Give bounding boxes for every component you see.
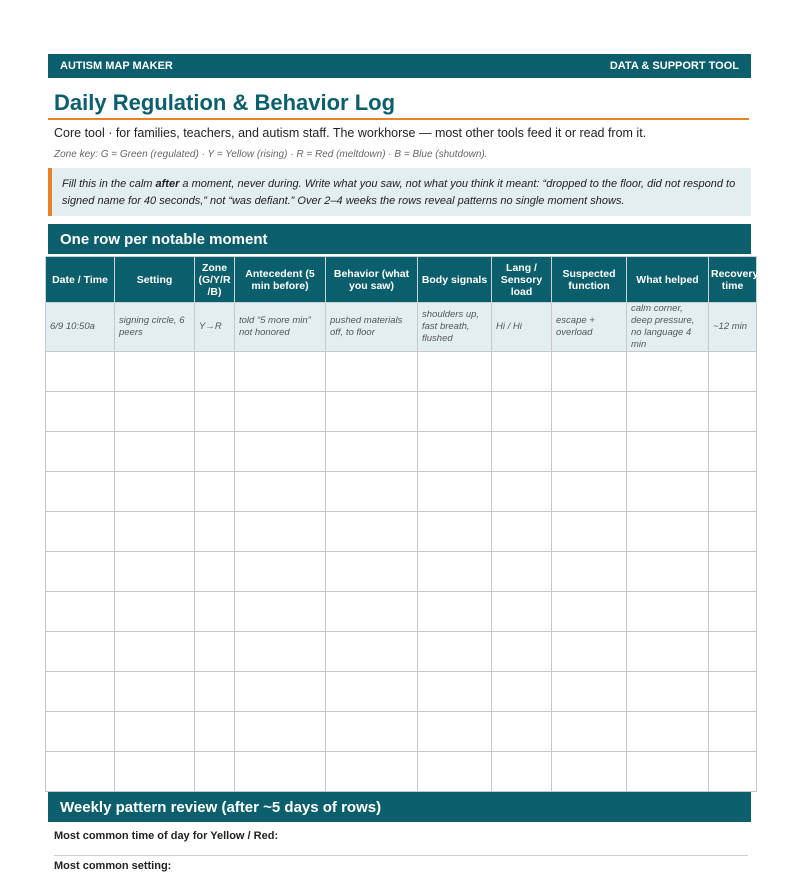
entry-cell[interactable]: [627, 432, 709, 472]
column-header: Body signals: [418, 257, 492, 303]
entry-cell[interactable]: [115, 472, 195, 512]
entry-cell[interactable]: [627, 392, 709, 432]
entry-cell[interactable]: [46, 392, 115, 432]
column-header: Lang / Sensory load: [492, 257, 552, 303]
table-row: [46, 392, 757, 432]
entry-cell[interactable]: [195, 472, 235, 512]
column-header: Zone (G/Y/R /B): [195, 257, 235, 303]
entry-cell[interactable]: [627, 592, 709, 632]
entry-cell[interactable]: [552, 392, 627, 432]
entry-cell[interactable]: [235, 632, 326, 672]
entry-cell[interactable]: [235, 672, 326, 712]
entry-cell[interactable]: [709, 552, 757, 592]
section-heading-weekly-review: Weekly pattern review (after ~5 days of rows): [48, 792, 751, 822]
example-row: [46, 303, 757, 352]
entry-cell[interactable]: [709, 432, 757, 472]
entry-cell[interactable]: [627, 672, 709, 712]
entry-cell[interactable]: [709, 592, 757, 632]
table-row: [46, 552, 757, 592]
entry-cell[interactable]: [195, 352, 235, 392]
entry-cell[interactable]: [235, 752, 326, 792]
entry-cell[interactable]: [492, 472, 552, 512]
callout-bold: after: [155, 178, 180, 190]
entry-cell[interactable]: [552, 352, 627, 392]
entry-cell[interactable]: [627, 472, 709, 512]
entry-cell[interactable]: [195, 672, 235, 712]
example-cell[interactable]: ~12 min: [709, 303, 757, 352]
table-row: [46, 472, 757, 512]
entry-cell[interactable]: [709, 712, 757, 752]
section-heading-log: One row per notable moment: [48, 224, 751, 254]
entry-cell[interactable]: [46, 592, 115, 632]
header-bar: [48, 54, 751, 78]
entry-cell[interactable]: [492, 392, 552, 432]
entry-cell[interactable]: [418, 472, 492, 512]
entry-cell[interactable]: [418, 592, 492, 632]
table-row: [46, 632, 757, 672]
entry-cell[interactable]: [418, 672, 492, 712]
entry-cell[interactable]: [552, 472, 627, 512]
entry-cell[interactable]: [418, 632, 492, 672]
column-header: Setting: [115, 257, 195, 303]
entry-cell[interactable]: [552, 752, 627, 792]
entry-cell[interactable]: [46, 472, 115, 512]
entry-cell[interactable]: [326, 472, 418, 512]
entry-cell[interactable]: [46, 632, 115, 672]
column-header: What helped: [627, 257, 709, 303]
entry-cell[interactable]: [115, 512, 195, 552]
entry-cell[interactable]: [115, 712, 195, 752]
example-cell[interactable]: Y→R: [195, 303, 235, 352]
entry-cell[interactable]: [709, 352, 757, 392]
entry-cell[interactable]: [235, 432, 326, 472]
column-header: Date / Time: [46, 257, 115, 303]
entry-cell[interactable]: [627, 352, 709, 392]
entry-cell[interactable]: [326, 432, 418, 472]
behavior-log-table: [45, 256, 757, 792]
entry-cell[interactable]: [418, 392, 492, 432]
callout-text-1: Fill this in the calm: [62, 178, 156, 190]
entry-cell[interactable]: [235, 512, 326, 552]
entry-cell[interactable]: [709, 392, 757, 432]
instructions-callout: [48, 168, 751, 216]
entry-cell[interactable]: [709, 512, 757, 552]
entry-cell[interactable]: [115, 632, 195, 672]
entry-cell[interactable]: [235, 552, 326, 592]
entry-cell[interactable]: [235, 712, 326, 752]
entry-cell[interactable]: [326, 352, 418, 392]
column-header: Recovery time: [709, 257, 757, 303]
entry-cell[interactable]: [492, 752, 552, 792]
entry-cell[interactable]: [195, 432, 235, 472]
entry-cell[interactable]: [326, 712, 418, 752]
example-cell[interactable]: 6/9 10:50a: [46, 303, 115, 352]
entry-cell[interactable]: [492, 512, 552, 552]
entry-cell[interactable]: [46, 672, 115, 712]
example-cell[interactable]: signing circle, 6 peers: [115, 303, 195, 352]
entry-cell[interactable]: [195, 552, 235, 592]
entry-cell[interactable]: [235, 472, 326, 512]
entry-cell[interactable]: [235, 592, 326, 632]
entry-cell[interactable]: [492, 432, 552, 472]
table-row: [46, 512, 757, 552]
entry-cell[interactable]: [46, 552, 115, 592]
entry-cell[interactable]: [115, 352, 195, 392]
entry-cell[interactable]: [709, 672, 757, 712]
entry-cell[interactable]: [552, 712, 627, 752]
entry-cell[interactable]: [552, 432, 627, 472]
example-cell[interactable]: escape + overload: [552, 303, 627, 352]
review-answer-line[interactable]: [54, 855, 748, 856]
entry-cell[interactable]: [709, 752, 757, 792]
entry-cell[interactable]: [326, 592, 418, 632]
entry-cell[interactable]: [115, 672, 195, 712]
entry-cell[interactable]: [418, 512, 492, 552]
entry-cell[interactable]: [627, 512, 709, 552]
example-cell[interactable]: pushed materials off, to floor: [326, 303, 418, 352]
entry-cell[interactable]: [46, 352, 115, 392]
column-header: Antecedent (5 min before): [235, 257, 326, 303]
entry-cell[interactable]: [46, 512, 115, 552]
entry-cell[interactable]: [235, 352, 326, 392]
entry-cell[interactable]: [235, 392, 326, 432]
entry-cell[interactable]: [326, 672, 418, 712]
entry-cell[interactable]: [552, 632, 627, 672]
entry-cell[interactable]: [195, 592, 235, 632]
entry-cell[interactable]: [492, 352, 552, 392]
entry-cell[interactable]: [552, 672, 627, 712]
entry-cell[interactable]: [418, 712, 492, 752]
callout-text-2: a moment, never during. Write what you saw, not what you think it meant: “dropped to the floor, did not respond to signed name for 40 seconds,” not “was defiant.” Over 2–4 weeks the rows reveal patterns no single moment shows.: [62, 178, 736, 207]
column-header: Suspected function: [552, 257, 627, 303]
entry-cell[interactable]: [552, 512, 627, 552]
entry-cell[interactable]: [492, 552, 552, 592]
entry-cell[interactable]: [627, 712, 709, 752]
entry-cell[interactable]: [195, 392, 235, 432]
review-question-setting: Most common setting:: [54, 860, 172, 872]
entry-cell[interactable]: [492, 672, 552, 712]
entry-cell[interactable]: [492, 592, 552, 632]
entry-cell[interactable]: [709, 632, 757, 672]
entry-cell[interactable]: [115, 592, 195, 632]
table-row: [46, 752, 757, 792]
table-row: [46, 672, 757, 712]
entry-cell[interactable]: [627, 632, 709, 672]
entry-cell[interactable]: [46, 712, 115, 752]
example-cell[interactable]: Hi / Hi: [492, 303, 552, 352]
entry-cell[interactable]: [195, 712, 235, 752]
example-cell[interactable]: told “5 more min” not honored: [235, 303, 326, 352]
table-row: [46, 432, 757, 472]
zone-key: Zone key: G = Green (regulated) · Y = Yellow (rising) · R = Red (meltdown) · B = Blue (shutdown).: [54, 149, 488, 160]
entry-cell[interactable]: [418, 552, 492, 592]
example-cell[interactable]: shoulders up, fast breath, flushed: [418, 303, 492, 352]
entry-cell[interactable]: [418, 752, 492, 792]
entry-cell[interactable]: [552, 592, 627, 632]
entry-cell[interactable]: [709, 472, 757, 512]
entry-cell[interactable]: [326, 552, 418, 592]
entry-cell[interactable]: [492, 632, 552, 672]
entry-cell[interactable]: [115, 752, 195, 792]
review-question-time-of-day: Most common time of day for Yellow / Red:: [54, 830, 279, 842]
intro-text: Core tool · for families, teachers, and autism staff. The workhorse — most other tools feed it or read from it.: [54, 126, 647, 140]
page-title: Daily Regulation & Behavior Log: [54, 90, 396, 115]
example-cell[interactable]: calm corner, deep pressure, no language 4 min: [627, 303, 709, 352]
entry-cell[interactable]: [326, 632, 418, 672]
column-header: Behavior (what you saw): [326, 257, 418, 303]
table-row: [46, 592, 757, 632]
entry-cell[interactable]: [552, 552, 627, 592]
table-row: [46, 712, 757, 752]
entry-cell[interactable]: [418, 432, 492, 472]
header-right-label: DATA & SUPPORT TOOL: [609, 60, 739, 72]
entry-cell[interactable]: [326, 512, 418, 552]
entry-cell[interactable]: [115, 432, 195, 472]
header-left-label: AUTISM MAP MAKER: [60, 60, 173, 72]
entry-cell[interactable]: [326, 392, 418, 432]
entry-cell[interactable]: [195, 632, 235, 672]
entry-cell[interactable]: [627, 752, 709, 792]
entry-cell[interactable]: [627, 552, 709, 592]
entry-cell[interactable]: [115, 552, 195, 592]
entry-cell[interactable]: [46, 752, 115, 792]
entry-cell[interactable]: [492, 712, 552, 752]
entry-cell[interactable]: [326, 752, 418, 792]
entry-cell[interactable]: [195, 512, 235, 552]
title-underline: [48, 118, 749, 120]
entry-cell[interactable]: [46, 432, 115, 472]
entry-cell[interactable]: [418, 352, 492, 392]
entry-cell[interactable]: [195, 752, 235, 792]
table-row: [46, 352, 757, 392]
table-header-row: [46, 257, 757, 303]
entry-cell[interactable]: [115, 392, 195, 432]
